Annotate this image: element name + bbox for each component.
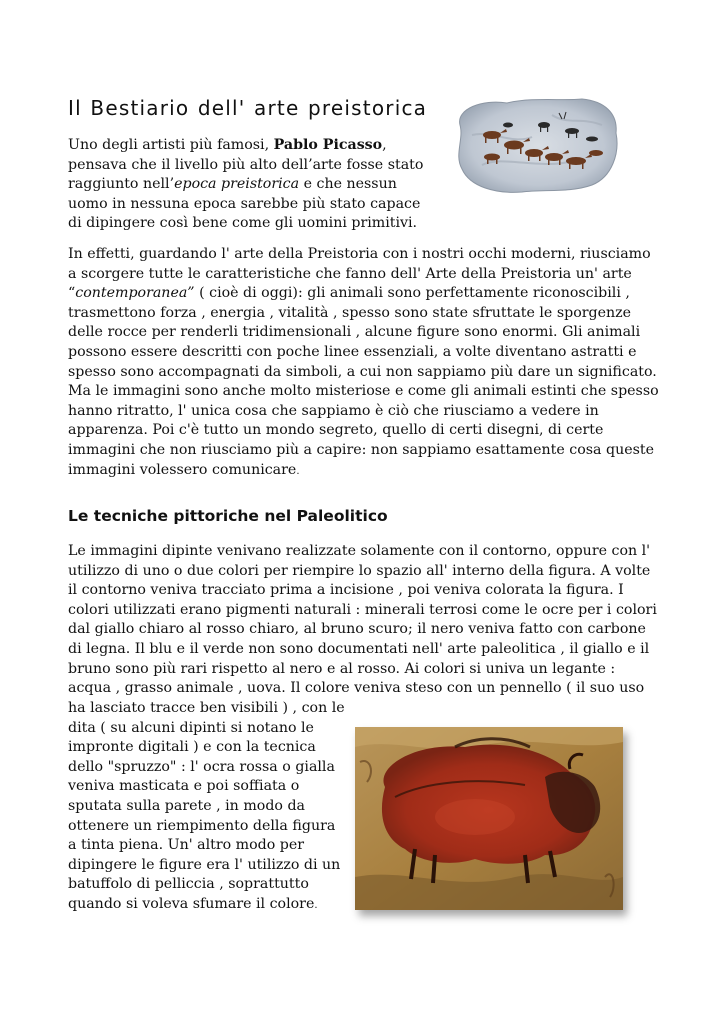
para2-pre: In effetti, guardando l' arte della Preistoria con i nostri occhi moderni, riusciamo a scorgere tutte le caratteristiche che fanno dell' Arte della Preistoria un' arte “ — [68, 246, 651, 302]
intro-paragraph — [68, 136, 438, 234]
cave-painting-horses-image — [452, 95, 622, 195]
intro-text-post: e che nessun uomo in nessuna epoca sarebbe più stato capace di dipingere così bene come gli uomini primitivi. — [68, 176, 421, 232]
intro-text-mid: , pensava che il livello più alto dell’arte fosse stato raggiunto nell’ — [68, 137, 424, 193]
techniques-paragraph: Le immagini dipinte venivano realizzate solamente con il contorno, oppure con l' utilizzo di uno o due colori per riempire lo spazio all' interno della figura. A volte il contorno veniva tracciato prima a incisione , poi veniva colorata la figura. I colori utilizzati erano pigmenti naturali : minerali terrosi come le ocre per i colori dal giallo chiaro al rosso chiaro, al bruno scuro; il nero veniva fatto con carbone di legna. Il blu e il verde non sono documentati nell' arte paleolitica , il giallo e il bruno sono più rari rispetto al nero e al rosso. Ai colori si univa un legante : acqua , grasso animale , uova. Il colore veniva steso con un pennello ( il suo uso — [68, 543, 657, 697]
para2-end: . — [296, 465, 300, 477]
cave-painting-bison-image — [355, 727, 623, 910]
para3b-end: . — [314, 899, 318, 911]
intro-text-pre: Uno degli artisti più famosi, — [68, 137, 274, 153]
techniques-paragraph-continued — [68, 699, 348, 916]
para3b-text: ha lasciato tracce ben visibili ) , con le dita ( su alcuni dipinti si notano le impronte digitali ) e con la tecnica dello "spruzzo" : l' ocra rossa o gialla veniva masticata e poi soffiata o sputata sulla parete , in modo da ottenere un riempimento della figura a tinta piena. Un' altro modo per dipingere le figure era l' utilizzo di un batuffolo di pelliccia , soprattutto quando si voleva sfumare il colore — [68, 700, 345, 912]
picasso-name: Pablo Picasso — [273, 137, 383, 153]
para2-italic: contemporanea” — [75, 285, 195, 302]
section-heading: Le tecniche pittoriche nel Paleolitico — [68, 507, 388, 525]
para2-post: ( cioè di oggi): gli animali sono perfettamente riconoscibili , trasmettono forza , energia , vitalità , spesso sono state sfruttate le sporgenze delle rocce per renderli tridimensionali , alcune figure sono enormi. Gli animali possono essere descritti con poche linee essenziali, a volte diventano astratti e spesso sono accompagnati da simboli, a cui non sappiamo più dare un significato. Ma le immagini sono anche molto misteriose e come gli animali estinti che spesso hanno ritratto, l' unica cosa che sappiamo è ciò che riusciamo a vedere in apparenza. Poi c'è tutto un mondo segreto, quello di certi disegni, di certe immagini che non riusciamo più a capire: non sappiamo esattamente cosa queste immagini volessero comunicare — [68, 285, 659, 478]
intro-text-italic: epoca preistorica — [174, 176, 300, 193]
page-title: Il Bestiario dell' arte preistorica — [68, 96, 428, 120]
contemporary-art-paragraph — [68, 245, 660, 481]
